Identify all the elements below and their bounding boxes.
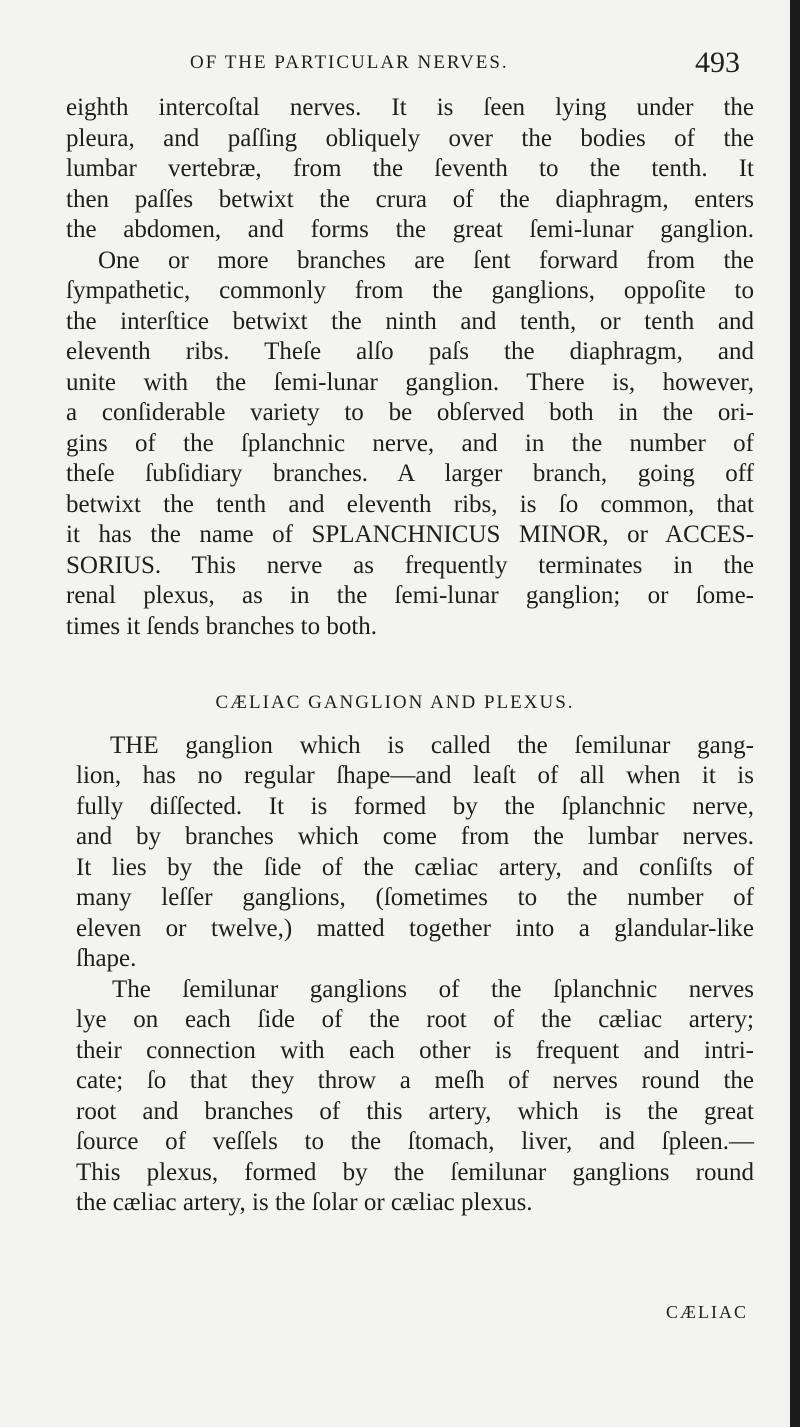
text-line: lion, has no regular ſhape—and leaſt of all when it is: [76, 762, 754, 789]
catchword: CÆLIAC: [665, 1302, 748, 1322]
text-line: the cæliac artery, is the ſolar or cæliac plexus.: [76, 1189, 533, 1216]
text-line: This plexus, formed by the ſemilunar ganglions round: [76, 1159, 754, 1186]
text-line: times it ſends branches to both.: [66, 613, 378, 640]
text-line: betwixt the tenth and eleventh ribs, is ſo common, that: [66, 491, 754, 518]
page-header: [0, 46, 790, 86]
text-line: gins of the ſplanchnic nerve, and in the number of: [66, 430, 754, 457]
text-line: ſource of veſſels to the ſtomach, liver, and ſpleen.—: [76, 1128, 754, 1155]
page-number: 493: [695, 46, 740, 79]
text-line: lumbar vertebræ, from the ſeventh to the tenth. It: [66, 155, 754, 182]
text-line: SORIUS. This nerve as frequently terminates in the: [66, 552, 754, 579]
text-line: many leſſer ganglions, (ſometimes to the number of: [76, 884, 754, 911]
text-line: pleura, and paſſing obliquely over the bodies of the: [66, 125, 754, 152]
text-line: theſe ſubſidiary branches. A larger branch, going off: [66, 460, 754, 487]
text-line: fully diſſected. It is formed by the ſplanchnic nerve,: [76, 793, 754, 820]
text-line: the interſtice betwixt the ninth and tenth, or tenth and: [66, 308, 754, 335]
text-line: THE ganglion which is called the ſemilunar gang-: [110, 732, 754, 759]
text-line: a conſiderable variety to be obſerved both in the ori-: [66, 399, 754, 426]
text-line: eleventh ribs. Theſe alſo paſs the diaphragm, and: [66, 338, 754, 365]
text-line: ſympathetic, commonly from the ganglions, oppoſite to: [66, 277, 754, 304]
section-heading: CÆLIAC GANGLION AND PLEXUS.: [215, 692, 575, 713]
text-line: eighth intercoſtal nerves. It is ſeen lying under the: [66, 94, 754, 121]
text-line: unite with the ſemi-lunar ganglion. There is, however,: [66, 369, 754, 396]
text-line: ſhape.: [76, 945, 137, 972]
text-line: and by branches which come from the lumbar nerves.: [76, 823, 754, 850]
text-line: eleven or twelve,) matted together into a glandular-like: [76, 915, 754, 942]
running-head: OF THE PARTICULAR NERVES.: [190, 52, 509, 73]
text-line: then paſſes betwixt the crura of the diaphragm, enters: [66, 186, 754, 213]
text-line: The ſemilunar ganglions of the ſplanchnic nerves: [112, 976, 754, 1003]
text-line: their connection with each other is frequent and intri-: [76, 1037, 754, 1064]
text-line: the abdomen, and forms the great ſemi-lunar ganglion.: [66, 216, 754, 243]
text-line: lye on each ſide of the root of the cæliac artery;: [76, 1006, 754, 1033]
text-line: root and branches of this artery, which is the great: [76, 1098, 754, 1125]
text-line: cate; ſo that they throw a meſh of nerves round the: [76, 1067, 754, 1094]
text-line: it has the name of SPLANCHNICUS MINOR, or ACCES-: [66, 521, 754, 548]
text-line: It lies by the ſide of the cæliac artery, and conſiſts of: [76, 854, 754, 881]
text-line: renal plexus, as in the ſemi-lunar ganglion; or ſome-: [66, 582, 754, 609]
text-line: One or more branches are ſent forward from the: [98, 247, 754, 274]
